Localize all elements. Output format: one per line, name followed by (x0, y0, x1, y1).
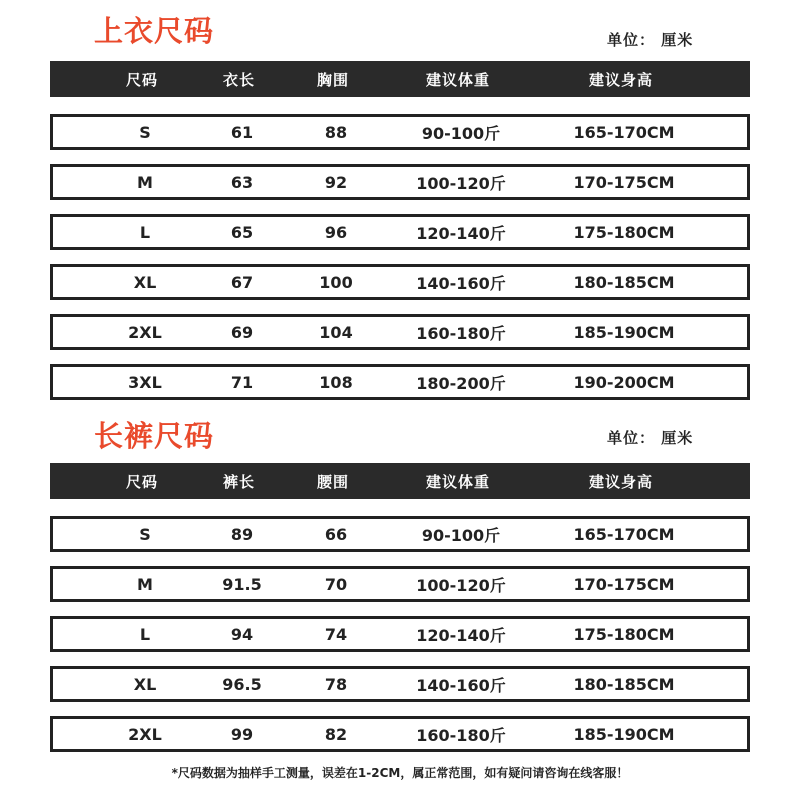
cell-waist: 74 (324, 624, 348, 644)
cell-height: 185-190CM (573, 322, 675, 342)
cell-size: L (139, 624, 151, 644)
cell-weight: 90-100斤 (421, 525, 501, 545)
cell-waist: 78 (324, 674, 348, 694)
header-height: 建议身高 (588, 472, 653, 491)
table-row (50, 666, 750, 702)
cell-height: 175-180CM (573, 222, 675, 242)
cell-height: 180-185CM (573, 674, 675, 694)
cell-size: 2XL (128, 724, 162, 744)
cell-chest: 92 (324, 172, 348, 192)
cell-length: 67 (230, 272, 254, 292)
pants-unit-label: 单位： 厘米 (607, 429, 694, 447)
cell-length: 99 (230, 724, 254, 744)
cell-height: 170-175CM (573, 574, 675, 594)
cell-weight: 120-140斤 (416, 223, 506, 243)
cell-chest: 108 (319, 372, 353, 392)
cell-height: 165-170CM (573, 524, 675, 544)
cell-chest: 104 (319, 322, 353, 342)
top-size-title: 上衣尺码 (94, 14, 215, 48)
cell-weight: 100-120斤 (416, 173, 506, 193)
table-row (50, 164, 750, 200)
table-row (50, 616, 750, 652)
cell-chest: 100 (319, 272, 353, 292)
table-row (50, 114, 750, 150)
table-row (50, 516, 750, 552)
cell-length: 94 (230, 624, 254, 644)
cell-size: L (139, 222, 151, 242)
pants-size-title: 长裤尺码 (94, 419, 215, 453)
cell-chest: 88 (324, 122, 348, 142)
header-size: 尺码 (125, 472, 158, 491)
table-row (50, 214, 750, 250)
cell-weight: 90-100斤 (421, 123, 501, 143)
cell-weight: 140-160斤 (416, 273, 506, 293)
cell-weight: 160-180斤 (416, 725, 506, 745)
table-row (50, 716, 750, 752)
top-unit-label: 单位： 厘米 (607, 31, 694, 49)
cell-size: 2XL (128, 322, 162, 342)
header-height: 建议身高 (588, 70, 653, 89)
cell-size: M (137, 574, 153, 594)
cell-size: S (139, 524, 151, 544)
cell-height: 170-175CM (573, 172, 675, 192)
header-weight: 建议体重 (425, 70, 490, 89)
measurement-footnote: *尺码数据为抽样手工测量，误差在1-2CM，属正常范围，如有疑问请咨询在线客服！ (171, 766, 629, 780)
header-weight: 建议体重 (425, 472, 490, 491)
table-row (50, 364, 750, 400)
cell-waist: 66 (324, 524, 348, 544)
table-row (50, 566, 750, 602)
cell-size: M (137, 172, 153, 192)
cell-weight: 140-160斤 (416, 675, 506, 695)
cell-height: 165-170CM (573, 122, 675, 142)
cell-length: 63 (230, 172, 254, 192)
cell-length: 65 (230, 222, 254, 242)
cell-height: 180-185CM (573, 272, 675, 292)
cell-weight: 120-140斤 (416, 625, 506, 645)
cell-length: 91.5 (222, 574, 262, 594)
cell-weight: 160-180斤 (416, 323, 506, 343)
cell-height: 190-200CM (573, 372, 675, 392)
cell-height: 185-190CM (573, 724, 675, 744)
cell-waist: 82 (324, 724, 348, 744)
top-table-header (50, 61, 750, 97)
cell-length: 71 (230, 372, 254, 392)
cell-size: XL (133, 674, 157, 694)
cell-waist: 70 (324, 574, 348, 594)
cell-size: XL (133, 272, 157, 292)
table-row (50, 264, 750, 300)
cell-height: 175-180CM (573, 624, 675, 644)
cell-size: 3XL (128, 372, 162, 392)
cell-weight: 100-120斤 (416, 575, 506, 595)
table-row (50, 314, 750, 350)
header-chest: 胸围 (316, 70, 349, 89)
cell-chest: 96 (324, 222, 348, 242)
cell-size: S (139, 122, 151, 142)
header-length: 裤长 (222, 472, 255, 491)
header-waist: 腰围 (316, 472, 349, 491)
cell-weight: 180-200斤 (416, 373, 506, 393)
cell-length: 61 (230, 122, 254, 142)
cell-length: 69 (230, 322, 254, 342)
pants-table-header (50, 463, 750, 499)
header-size: 尺码 (125, 70, 158, 89)
cell-length: 96.5 (222, 674, 262, 694)
header-length: 衣长 (222, 70, 255, 89)
cell-length: 89 (230, 524, 254, 544)
